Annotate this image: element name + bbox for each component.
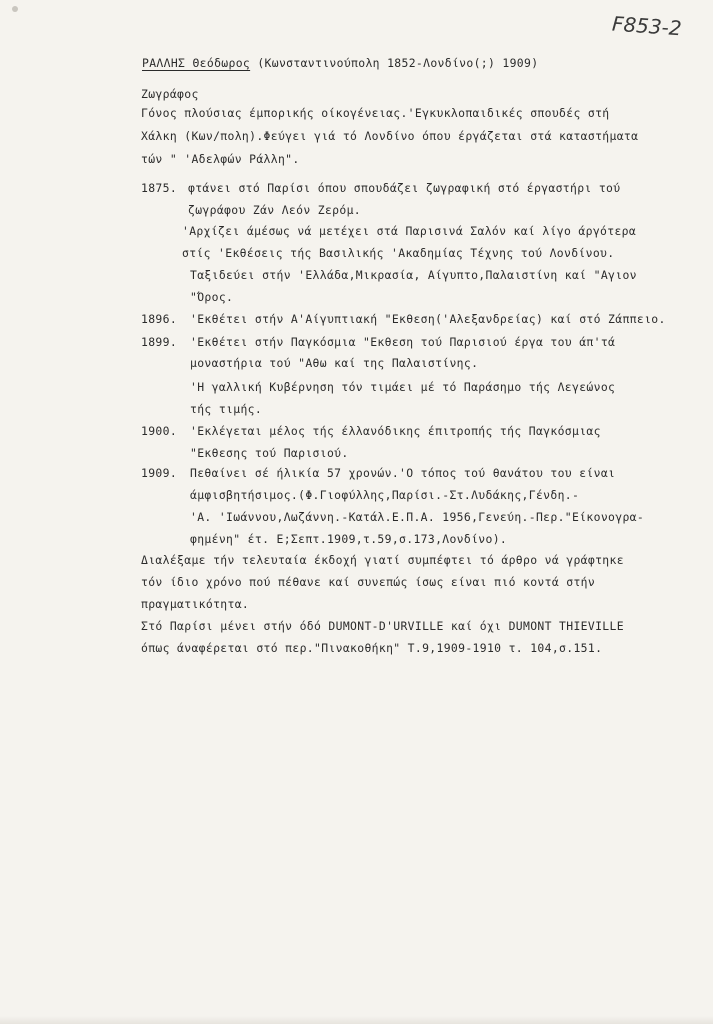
artist-name: ΡΑΛΛΗΣ Θεόδωρος	[142, 56, 251, 70]
entry-line: 'Εκθέτει στήν Α'Αίγυπτιακή "Εκθεση('Αλεξανδρείας) καί στό Ζάππειο.	[190, 312, 666, 326]
archive-reference-handwritten: F853-2	[611, 11, 683, 41]
closing-line: πραγματικότητα.	[141, 597, 250, 611]
profession: Ζωγράφος	[141, 87, 199, 101]
closing-line: τόν ίδιο χρόνο πού πέθανε καί συνεπώς ίσως είναι πιό κοντά στήν	[141, 575, 596, 589]
entry-line: 'Εκλέγεται μέλος τής έλλανόδικης έπιτροπής τής Παγκόσμιας	[190, 424, 601, 438]
intro-line: τών " 'Αδελφών Ράλλη".	[141, 152, 300, 166]
entry-line: 'Α. 'Ιωάννου,Λωζάννη.-Κατάλ.Ε.Π.Α. 1956,Γενεύη.-Περ."Είκονογρα-	[190, 510, 645, 524]
entry-line: φημένη" έτ. Ε;Σεπτ.1909,τ.59,σ.173,Λονδίνο).	[190, 532, 508, 546]
binder-hole	[12, 6, 18, 12]
entry-line: "Εκθεσης τού Παρισιού.	[190, 446, 349, 460]
entry-year: 1909.	[141, 466, 178, 480]
entry-line: Ταξιδεύει στήν 'Ελλάδα,Μικρασία, Αίγυπτο,Παλαιστίνη καί "Αγιον	[190, 268, 637, 282]
closing-line: όπως άναφέρεται στό περ."Πινακοθήκη" Τ.9,1909-1910 τ. 104,σ.151.	[141, 641, 603, 655]
entry-line: "Όρος.	[190, 290, 234, 304]
entry-line: 'Η γαλλική Κυβέρνηση τόν τιμάει μέ τό Παράσημο τής Λεγεώνος	[190, 380, 616, 394]
closing-line: Διαλέξαμε τήν τελευταία έκδοχή γιατί συμπέφτει τό άρθρο νά γράφτηκε	[141, 553, 624, 567]
title-dates: (Κωνσταντινούπολη 1852-Λονδίνο(;) 1909)	[250, 56, 539, 70]
entry-line: φτάνει στό Παρίσι όπου σπουδάζει ζωγραφική στό έργαστήρι τού	[188, 181, 621, 195]
entry-year: 1896.	[141, 312, 178, 326]
title-line	[142, 56, 538, 70]
entry-line: ζωγράφου Ζάν Λεόν Ζερόμ.	[188, 203, 361, 217]
entry-year: 1875.	[141, 181, 178, 195]
entry-line: άμφισβητήσιμος.(Φ.Γιοφύλλης,Παρίσι.-Στ.Λυδάκης,Γένδη.-	[190, 488, 580, 502]
entry-line: 'Αρχίζει άμέσως νά μετέχει στά Παρισινά Σαλόν καί λίγο άργότερα	[182, 224, 637, 238]
entry-line: στίς 'Εκθέσεις τής Βασιλικής 'Ακαδημίας Τέχνης τού Λονδίνου.	[182, 246, 615, 260]
entry-line: τής τιμής.	[190, 402, 263, 416]
intro-line: Χάλκη (Κων/πολη).Φεύγει γιά τό Λονδίνο όπου έργάζεται στά καταστήματα	[141, 129, 639, 143]
entry-line: 'Εκθέτει στήν Παγκόσμια "Εκθεση τού Παρισιού έργα του άπ'τά	[190, 335, 616, 349]
intro-line: Γόνος πλούσιας έμπορικής οίκογένειας.'Εγκυκλοπαιδικές σπουδές στή	[141, 106, 610, 120]
entry-year: 1899.	[141, 335, 178, 349]
entry-line: μοναστήρια τού "Αθω καί της Παλαιστίνης.	[190, 356, 479, 370]
entry-year: 1900.	[141, 424, 178, 438]
page-bottom-edge	[0, 1016, 713, 1024]
entry-line: Πεθαίνει σέ ήλικία 57 χρονών.'Ο τόπος τού θανάτου του είναι	[190, 466, 616, 480]
closing-line: Στό Παρίσι μένει στήν όδό DUMONT-D'URVILLE καί όχι DUMONT THIEVILLE	[141, 619, 624, 633]
